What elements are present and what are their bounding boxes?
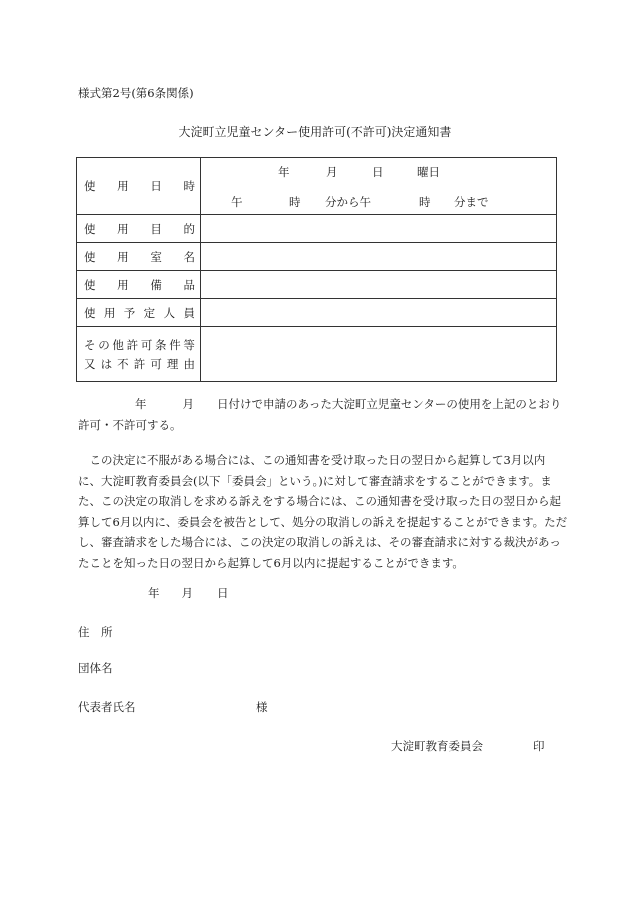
value-room [201, 243, 557, 271]
time-line: 午 時 分から午 時 分まで [231, 195, 489, 209]
address-label: 住 所 [78, 625, 113, 639]
table-row-purpose [77, 215, 557, 243]
label-attendees: 使 用 予 定 人 員 [77, 299, 201, 327]
label-equipment: 使 用 備 品 [77, 271, 201, 299]
table-row-date [77, 158, 557, 215]
table-row-equipment [77, 271, 557, 299]
issue-date: 年 月 日 [148, 586, 229, 600]
date-line: 年 月 日 曜日 [278, 165, 440, 179]
label-purpose: 使 用 目 的 [77, 215, 201, 243]
decision-paragraph: 年 月 日付けで申請のあった大淀町立児童センターの使用を上記のとおり許可・不許可する。 [78, 397, 562, 432]
appeal-notice-paragraph: この決定に不服がある場合には、この通知書を受け取った日の翌日から起算して3月以内に、大淀町教育委員会(以下「委員会」という。)に対して審査請求をすることができます。また、この決定の取消しを求める訴えをする場合には、この通知書を受け取った日の翌日から起算して6月以内に、委員会を被告として、処分の取消しの訴えを提起することができます。ただし、審査請求をした場合には、この決定の取消しの訴えは、その審査請求に対する裁決があったことを知った日の翌日から起算して6月以内に提起することができます。 [78, 453, 568, 570]
label-room: 使 用 室 名 [77, 243, 201, 271]
table-row-room [77, 243, 557, 271]
usage-table [76, 157, 557, 382]
label-conditions: そ の 他 許 可 条 件 等 又 は 不 許 可 理 由 [77, 327, 201, 382]
label-usage-datetime: 使 用 日 時 [77, 158, 201, 215]
value-conditions [201, 327, 557, 382]
form-number: 様式第2号(第6条関係) [78, 86, 194, 100]
seal-mark: 印 [533, 739, 545, 753]
value-equipment [201, 271, 557, 299]
issuer-name: 大淀町教育委員会 [391, 739, 483, 753]
value-attendees [201, 299, 557, 327]
value-purpose [201, 215, 557, 243]
document-title: 大淀町立児童センター使用許可(不許可)決定通知書 [178, 125, 452, 139]
table-row-conditions [77, 327, 557, 382]
organization-label: 団体名 [78, 661, 113, 675]
representative-label: 代表者氏名 [78, 700, 136, 714]
value-usage-datetime [201, 158, 557, 215]
table-row-attendees [77, 299, 557, 327]
honorific-label: 様 [256, 700, 268, 714]
